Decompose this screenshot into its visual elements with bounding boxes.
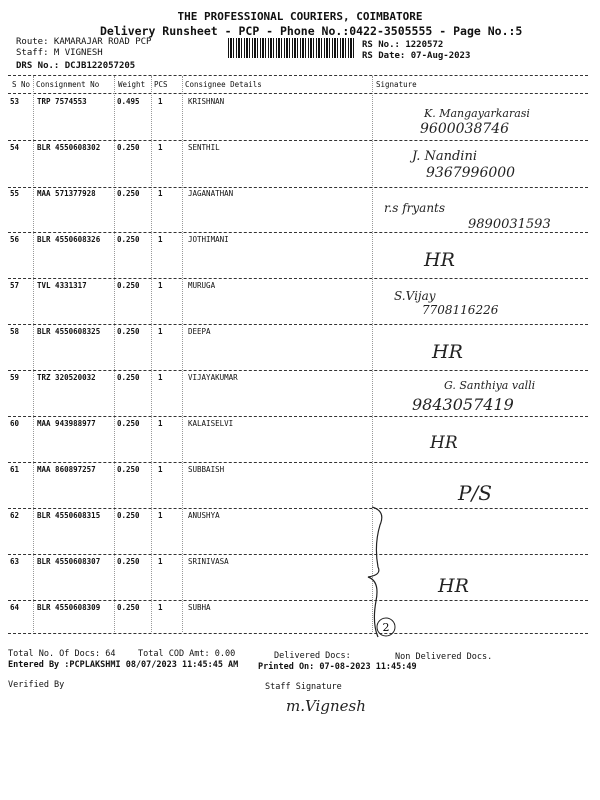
table-row (0, 373, 600, 419)
col-header-consignee: Consignee Details (185, 80, 262, 89)
col-header-pcs: PCS (154, 80, 168, 89)
col-header-sno: S No (12, 80, 31, 89)
row-sno: 61 (10, 465, 20, 474)
barcode (228, 38, 356, 58)
row-pcs: 1 (158, 189, 163, 198)
row-consignment: BLR 4550608325 (37, 327, 101, 336)
row-weight: 0.250 (117, 419, 140, 428)
delivered-docs: Delivered Docs: (274, 651, 351, 661)
row-consignee: VIJAYAKUMAR (188, 373, 238, 382)
col-header-weight: Weight (118, 80, 146, 89)
signature-mark: P/S (458, 481, 492, 505)
row-sno: 57 (10, 281, 20, 290)
row-consignee: KRISHNAN (188, 97, 225, 106)
row-consignee: SUBHA (188, 603, 211, 612)
staff-signature-label: Staff Signature (265, 682, 342, 692)
row-weight: 0.250 (117, 327, 140, 336)
signature-phone: 9843057419 (412, 395, 514, 414)
row-consignee: SENTHIL (188, 143, 220, 152)
verified-by: Verified By (8, 680, 65, 690)
row-divider (8, 416, 588, 417)
row-pcs: 1 (158, 281, 163, 290)
row-consignment: TVL 4331317 (37, 281, 87, 290)
row-weight: 0.250 (117, 373, 140, 382)
row-consignment: BLR 4550608309 (37, 603, 101, 612)
row-consignee: JOTHIMANI (188, 235, 229, 244)
table-row (0, 189, 600, 235)
row-pcs: 1 (158, 511, 163, 520)
row-sno: 59 (10, 373, 20, 382)
col-header-signature: Signature (376, 80, 417, 89)
row-sno: 54 (10, 143, 20, 152)
row-consignment: BLR 4550608302 (37, 143, 101, 152)
row-weight: 0.250 (117, 603, 140, 612)
divider (8, 633, 588, 634)
row-divider (8, 187, 588, 188)
signature-name: J. Nandini (412, 149, 477, 164)
signature-name: S.Vijay (394, 289, 436, 303)
row-divider (8, 554, 588, 555)
signature-mark: HR (438, 575, 469, 597)
row-weight: 0.250 (117, 511, 140, 520)
row-consignee: MURUGA (188, 281, 216, 290)
non-delivered-docs: Non Delivered Docs. (395, 652, 493, 662)
brace-note: 2 (382, 621, 390, 634)
signature-phone: 9600038746 (420, 121, 510, 137)
table-row (0, 281, 600, 327)
staff-signature: m.Vignesh (286, 697, 366, 715)
staff-label: Staff: M VIGNESH (16, 48, 103, 58)
row-consignment: MAA 860897257 (37, 465, 96, 474)
table-row (0, 143, 600, 189)
signature-name: r.s fryants (384, 201, 446, 215)
row-weight: 0.495 (117, 97, 140, 106)
row-consignee: JAGANATHAN (188, 189, 234, 198)
signature-mark: HR (432, 341, 463, 363)
row-pcs: 1 (158, 465, 163, 474)
row-sno: 56 (10, 235, 20, 244)
row-pcs: 1 (158, 97, 163, 106)
row-sno: 55 (10, 189, 20, 198)
row-divider (8, 462, 588, 463)
row-sno: 60 (10, 419, 20, 428)
row-pcs: 1 (158, 603, 163, 612)
signature-phone: 7708116226 (422, 303, 499, 317)
row-weight: 0.250 (117, 235, 140, 244)
row-sno: 63 (10, 557, 20, 566)
row-pcs: 1 (158, 143, 163, 152)
row-weight: 0.250 (117, 143, 140, 152)
row-consignment: TRP 7574553 (37, 97, 87, 106)
row-consignment: BLR 4550608326 (37, 235, 101, 244)
row-divider (8, 278, 588, 279)
col-header-consignment: Consignment No (36, 80, 100, 89)
row-consignment: MAA 571377928 (37, 189, 96, 198)
divider (8, 93, 588, 94)
total-cod: Total COD Amt: 0.00 (138, 649, 236, 659)
printed-on: Printed On: 07-08-2023 11:45:49 (258, 662, 417, 672)
table-row (0, 327, 600, 373)
row-consignee: SRINIVASA (188, 557, 229, 566)
entered-by: Entered By :PCPLAKSHMI 08/07/2023 11:45:45 AM (8, 660, 239, 670)
divider (8, 75, 588, 76)
row-consignment: BLR 4550608315 (37, 511, 101, 520)
table-row (0, 97, 600, 143)
signature-name: G. Santhiya valli (444, 379, 536, 392)
row-consignment: TRZ 320520032 (37, 373, 96, 382)
row-divider (8, 370, 588, 371)
table-row (0, 235, 600, 281)
row-weight: 0.250 (117, 189, 140, 198)
table-row (0, 465, 600, 511)
rs-date: RS Date: 07-Aug-2023 (362, 51, 471, 61)
row-pcs: 1 (158, 373, 163, 382)
row-pcs: 1 (158, 557, 163, 566)
drs-number: DRS No.: DCJB122057205 (16, 61, 136, 71)
row-sno: 58 (10, 327, 20, 336)
runsheet-title: Delivery Runsheet - PCP - Phone No.:0422-3505555 - Page No.:5 (100, 24, 523, 38)
row-consignee: SUBBAISH (188, 465, 225, 474)
row-divider (8, 140, 588, 141)
signature-mark: HR (424, 249, 455, 271)
row-pcs: 1 (158, 235, 163, 244)
row-divider (8, 232, 588, 233)
row-consignee: DEEPA (188, 327, 211, 336)
rs-number: RS No.: 1220572 (362, 40, 444, 50)
signature-name: K. Mangayarkarasi (424, 107, 530, 120)
row-sno: 62 (10, 511, 20, 520)
signature-phone: 9367996000 (426, 165, 516, 181)
row-weight: 0.250 (117, 465, 140, 474)
table-row (0, 557, 600, 603)
row-consignee: KALAISELVI (188, 419, 234, 428)
row-pcs: 1 (158, 327, 163, 336)
row-consignee: ANUSHYA (188, 511, 220, 520)
row-sno: 64 (10, 603, 20, 612)
table-row (0, 419, 600, 465)
table-row (0, 511, 600, 557)
row-divider (8, 324, 588, 325)
table-row (0, 603, 600, 649)
row-consignment: BLR 4550608307 (37, 557, 101, 566)
row-pcs: 1 (158, 419, 163, 428)
total-docs: Total No. Of Docs: 64 (8, 649, 116, 659)
row-divider (8, 508, 588, 509)
route-label: Route: KAMARAJAR ROAD PCP (16, 37, 152, 47)
row-weight: 0.250 (117, 281, 140, 290)
signature-phone: 9890031593 (468, 217, 551, 232)
signature-mark: HR (430, 433, 458, 453)
row-weight: 0.250 (117, 557, 140, 566)
row-divider (8, 600, 588, 601)
row-sno: 53 (10, 97, 20, 106)
row-consignment: MAA 943988977 (37, 419, 96, 428)
brace-mark (360, 505, 400, 645)
company-title: THE PROFESSIONAL COURIERS, COIMBATORE (177, 10, 423, 23)
